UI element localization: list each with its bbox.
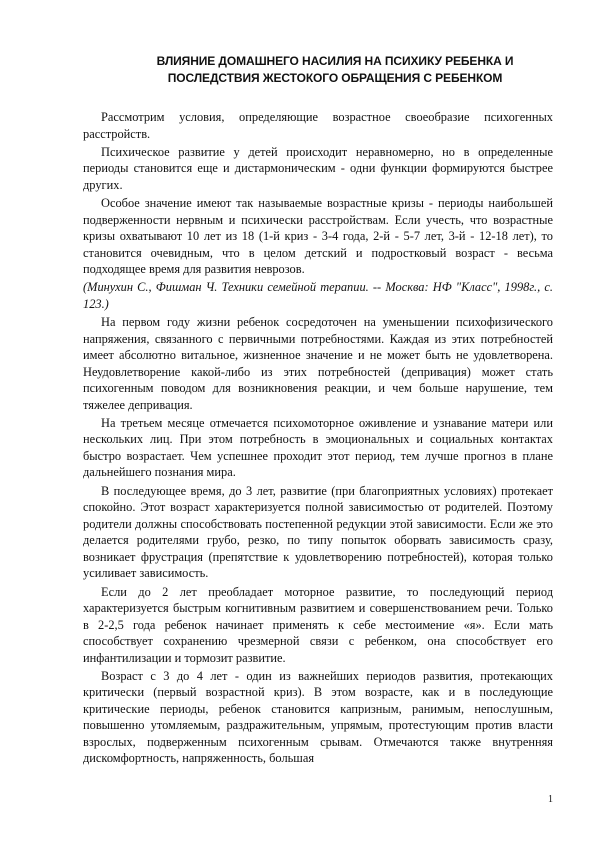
paragraph-4: На первом году жизни ребенок сосредоточен на уменьшении психофизического напряжения, связанного с первичными потребностями. Каждая из этих потребностей имеет абсолютно витальное, жизненное значение и не может быть не удовлетворена. Неудовлетворение какой-либо из этих потребностей (депривация) может стать психогенным поводом для возникновения реакции, и чем больше нарушение, тем тяжелее депривация.	[83, 315, 553, 412]
document-title	[100, 53, 570, 87]
paragraph-1: Рассмотрим условия, определяющие возрастное своеобразие психогенных расстройств.	[83, 110, 553, 141]
document-body	[83, 109, 553, 769]
paragraph-5: На третьем месяце отмечается психомоторное оживление и узнавание матери или нескольких лиц. При этом потребность в эмоциональных и социальных контактах быстро возрастает. Чем успешнее проходит этот период, тем лучше прогноз в плане дальнейшего познания мира.	[83, 415, 553, 480]
paragraph-2: Психическое развитие у детей происходит неравномерно, но в определенные периоды становится еще и дистармоническим - одни функции формируются быстрее других.	[83, 144, 553, 192]
page-number: 1	[548, 794, 553, 805]
paragraph-8: Возраст с 3 до 4 лет - один из важнейших периодов развития, протекающих критически (первый возрастной криз). В этом возрасте, как и в последующие критические периоды, ребенок становится капризным, ранимым, непослушным, повышенно утомляемым, раздражительным, упрямым, протестующим против власти взрослых, подверженным психогенным срывам. Отмечаются также внутренняя дискомфортность, напряженность, большая	[83, 668, 553, 766]
paragraph-7: Если до 2 лет преобладает моторное развитие, то последующий период характеризуется быстрым когнитивным развитием и совершенствованием речи. Только в 2-2,5 года ребенок начинает применять к себе местоимение «я». Если мать способствует сохранению чрезмерной связи с ребенком, она способствует его инфантилизации и тормозит развитие.	[83, 584, 553, 665]
citation: (Минухин С., Фишман Ч. Техники семейной терапии. -- Москва: НФ "Класс", 1998г., с. 123.)	[83, 280, 553, 311]
title-line-2: ПОСЛЕДСТВИЯ ЖЕСТОКОГО ОБРАЩЕНИЯ С РЕБЕНКОМ	[167, 71, 503, 85]
paragraph-3: Особое значение имеют так называемые возрастные кризы - периоды наибольшей подверженности нервным и психически расстройствам. Если учесть, что возрастные кризы охватывают 10 лет из 18 (1-й криз - 3-4 года, 2-й - 5-7 лет, 3-й - 12-18 лет), то становится очевидным, что в целом детский и подростковый возраст - весьма подходящее время для развития неврозов.	[83, 196, 553, 277]
paragraph-6: В последующее время, до 3 лет, развитие (при благоприятных условиях) протекает спокойно. Этот возраст характеризуется полной зависимостью от родителей. Поэтому родители должны способствовать постепенной редукции этой зависимости. Если же это делается родителями грубо, резко, по типу попыток оборвать зависимость сразу, возникает фрустрация (препятствие к удовлетворению потребностей), которая только усиливает зависимость.	[83, 483, 553, 581]
title-line-1: ВЛИЯНИЕ ДОМАШНЕГО НАСИЛИЯ НА ПСИХИКУ РЕБЕНКА И	[156, 54, 514, 68]
